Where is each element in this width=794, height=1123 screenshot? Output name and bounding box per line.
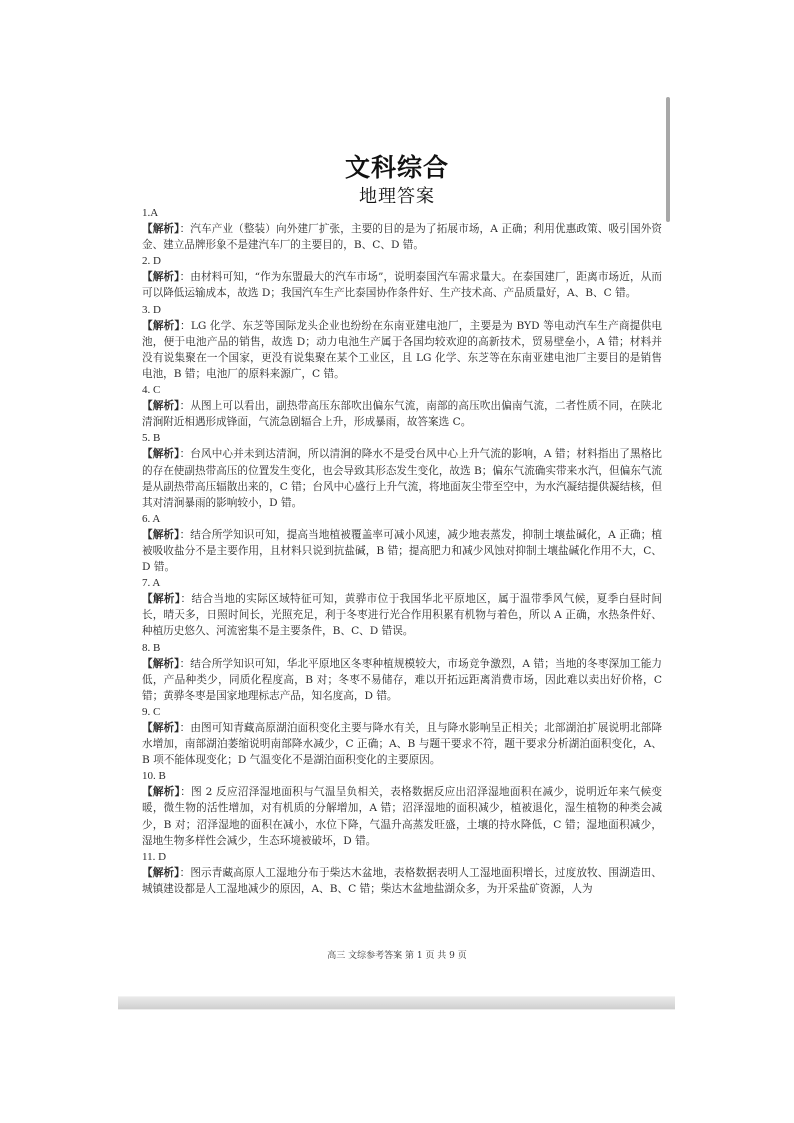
- analysis-text: [142, 318, 662, 382]
- answer-list: [142, 205, 662, 897]
- answer-item: [142, 302, 662, 382]
- question-number: 9. C: [142, 705, 161, 718]
- analysis-tag: 【解析】: [142, 271, 180, 284]
- analysis-text: [142, 591, 662, 639]
- analysis-tag: 【解析】: [142, 722, 180, 734]
- analysis-body: ：由图可知青藏高原湖泊面积变化主要与降水有关，且与降水影响呈正相关；北部湖泊扩展说明北部降水增加，南部湖泊萎缩说明南部降水减少，C 正确；A、B 与题干要求不符，题干要求分析湖泊面积变化，A、B 项不能体现变化；D 气温变化不是湖泊面积变化的主要原因。: [142, 722, 662, 767]
- question-number: 11. D: [142, 850, 167, 863]
- question-number: 3. D: [142, 303, 161, 316]
- question-number: 1.A: [142, 207, 159, 219]
- answer-item: [142, 253, 662, 301]
- analysis-tag: 【解析】: [142, 223, 180, 236]
- analysis-body: ：结合当地的实际区域特征可知，黄骅市位于我国华北平原地区，属于温带季风气候，夏季白昼时间长，晴天多，日照时间长，光照充足，利于冬枣进行光合作用积累有机物与着色，所以 A 正确，水热条件好、种植历史悠久、河流密集不是主要条件，B、C、D 错误。: [142, 593, 663, 638]
- analysis-tag: 【解析】: [142, 448, 180, 461]
- answer-item: [142, 768, 662, 848]
- answer-item: [142, 382, 662, 430]
- answer-item: [142, 511, 662, 575]
- analysis-text: [142, 398, 662, 430]
- answer-item: [142, 430, 662, 510]
- analysis-body: ：由材料可知，“作为东盟最大的汽车市场”，说明泰国汽车需求量大。在泰国建厂，距离市场近，从而可以降低运输成本，故选 D；我国汽车生产比泰国协作条件好、生产技术高、产品质量好，A、B、C 错。: [142, 271, 662, 300]
- question-number: 2. D: [142, 255, 161, 268]
- analysis-text: [142, 269, 662, 301]
- analysis-text: [142, 446, 662, 510]
- analysis-text: [142, 865, 662, 897]
- analysis-text: [142, 221, 662, 253]
- vertical-scrollbar[interactable]: [666, 97, 670, 222]
- analysis-tag: 【解析】: [142, 528, 180, 541]
- analysis-body: ：结合所学知识可知，华北平原地区冬枣种植规模较大，市场竞争激烈，A 错；当地的冬枣深加工能力低，产品种类少，同质化程度高，B 对；冬枣不易储存，难以开拓远距离消费市场，因此难以卖出好价格，C 错；黄骅冬枣是国家地理标志产品，知名度高，D 错。: [142, 657, 663, 702]
- question-number: 5. B: [142, 432, 161, 445]
- analysis-tag: 【解析】: [142, 786, 181, 799]
- analysis-body: ：台风中心并未到达清涧，所以清涧的降水不是受台风中心上升气流的影响，A 错；材料指出了黑格比的存在使副热带高压的位置发生变化，也会导致其形态发生变化，故选 B；偏东气流确实带来水汽，但偏东气流是从副热带高压辐散出来的，C 错；台风中心盛行上升气流，将地面灰尘带至空中，为水汽凝结提供凝结核，但其对清涧暴雨的影响较小，D 错。: [142, 448, 663, 509]
- answer-item: [142, 704, 662, 768]
- analysis-body: ：图示青藏高原人工湿地分布于柴达木盆地，表格数据表明人工湿地面积增长，过度放牧、围湖造田、城镇建设都是人工湿地减少的原因，A、B、C 错；柴达木盆地盐湖众多，为开采盐矿资源，人为: [142, 866, 662, 895]
- question-number: 8. B: [142, 641, 161, 654]
- question-number: 10. B: [142, 770, 166, 783]
- analysis-tag: 【解析】: [142, 593, 181, 606]
- analysis-text: [142, 527, 662, 575]
- analysis-body: ：从图上可以看出，副热带高压东部吹出偏东气流，南部的高压吹出偏南气流，二者性质不同，在陕北清涧附近相遇形成锋面，气流急剧辐合上升，形成暴雨，故答案选 C。: [142, 400, 662, 429]
- analysis-body: ：汽车产业（整装）向外建厂扩张，主要的目的是为了拓展市场，A 正确；利用优惠政策、吸引国外资金、建立品牌形象不是建汽车厂的主要目的，B、C、D 错。: [142, 223, 663, 252]
- document-title: 文科综合: [344, 153, 449, 182]
- answer-item: [142, 205, 662, 253]
- analysis-body: ：LG 化学、东芝等国际龙头企业也纷纷在东南亚建电池厂，主要是为 BYD 等电动汽车生产商提供电池，便于电池产品的销售，故选 D；动力电池生产属于各国均较欢迎的高新技术，贸易壁垒小，A 错；材料并没有说集聚在一个国家，更没有说集聚在某个工业区，且 LG 化学、东芝等在东南亚建电池厂主要目的是销售电池，B 错；电池厂的原料来源广，C 错。: [142, 319, 663, 380]
- analysis-text: [142, 720, 662, 768]
- page-footer: 高三 文综参考答案 第 1 页 共 9 页: [327, 951, 467, 961]
- analysis-text: [142, 656, 662, 704]
- analysis-body: ：结合所学知识可知，提高当地植被覆盖率可减小风速，减少地表蒸发，抑制土壤盐碱化，A 正确；植被吸收盐分不是主要作用，且材料只说到抗盐碱，B 错；提高肥力和减少风蚀对抑制土壤盐碱化作用不大，C、D 错。: [142, 528, 663, 574]
- analysis-body: ：图 2 反应沼泽湿地面积与气温呈负相关，表格数据反应出沼泽湿地面积在减少，说明近年来气候变暖，微生物的活性增加，对有机质的分解增加，A 错；沼泽湿地的面积减少，植被退化，湿生植物的种类会减少，B 对；沼泽湿地的面积在减小，水位下降，气温升高蒸发旺盛，土壤的持水降低，C 错；湿地面积减少，湿地生物多样性会减少，生态环境被破坏，D 错。: [142, 786, 662, 847]
- answer-item: [142, 640, 662, 704]
- analysis-tag: 【解析】: [142, 866, 180, 879]
- analysis-tag: 【解析】: [142, 657, 180, 670]
- analysis-tag: 【解析】: [142, 319, 180, 332]
- question-number: 6. A: [142, 512, 161, 525]
- answer-item: [142, 849, 662, 897]
- horizontal-scrollbar[interactable]: [118, 996, 675, 1010]
- document-subtitle: 地理答案: [359, 186, 435, 207]
- answer-item: [142, 575, 662, 639]
- analysis-tag: 【解析】: [142, 400, 180, 413]
- question-number: 7. A: [142, 577, 161, 590]
- question-number: 4. C: [142, 384, 161, 397]
- analysis-text: [142, 784, 662, 848]
